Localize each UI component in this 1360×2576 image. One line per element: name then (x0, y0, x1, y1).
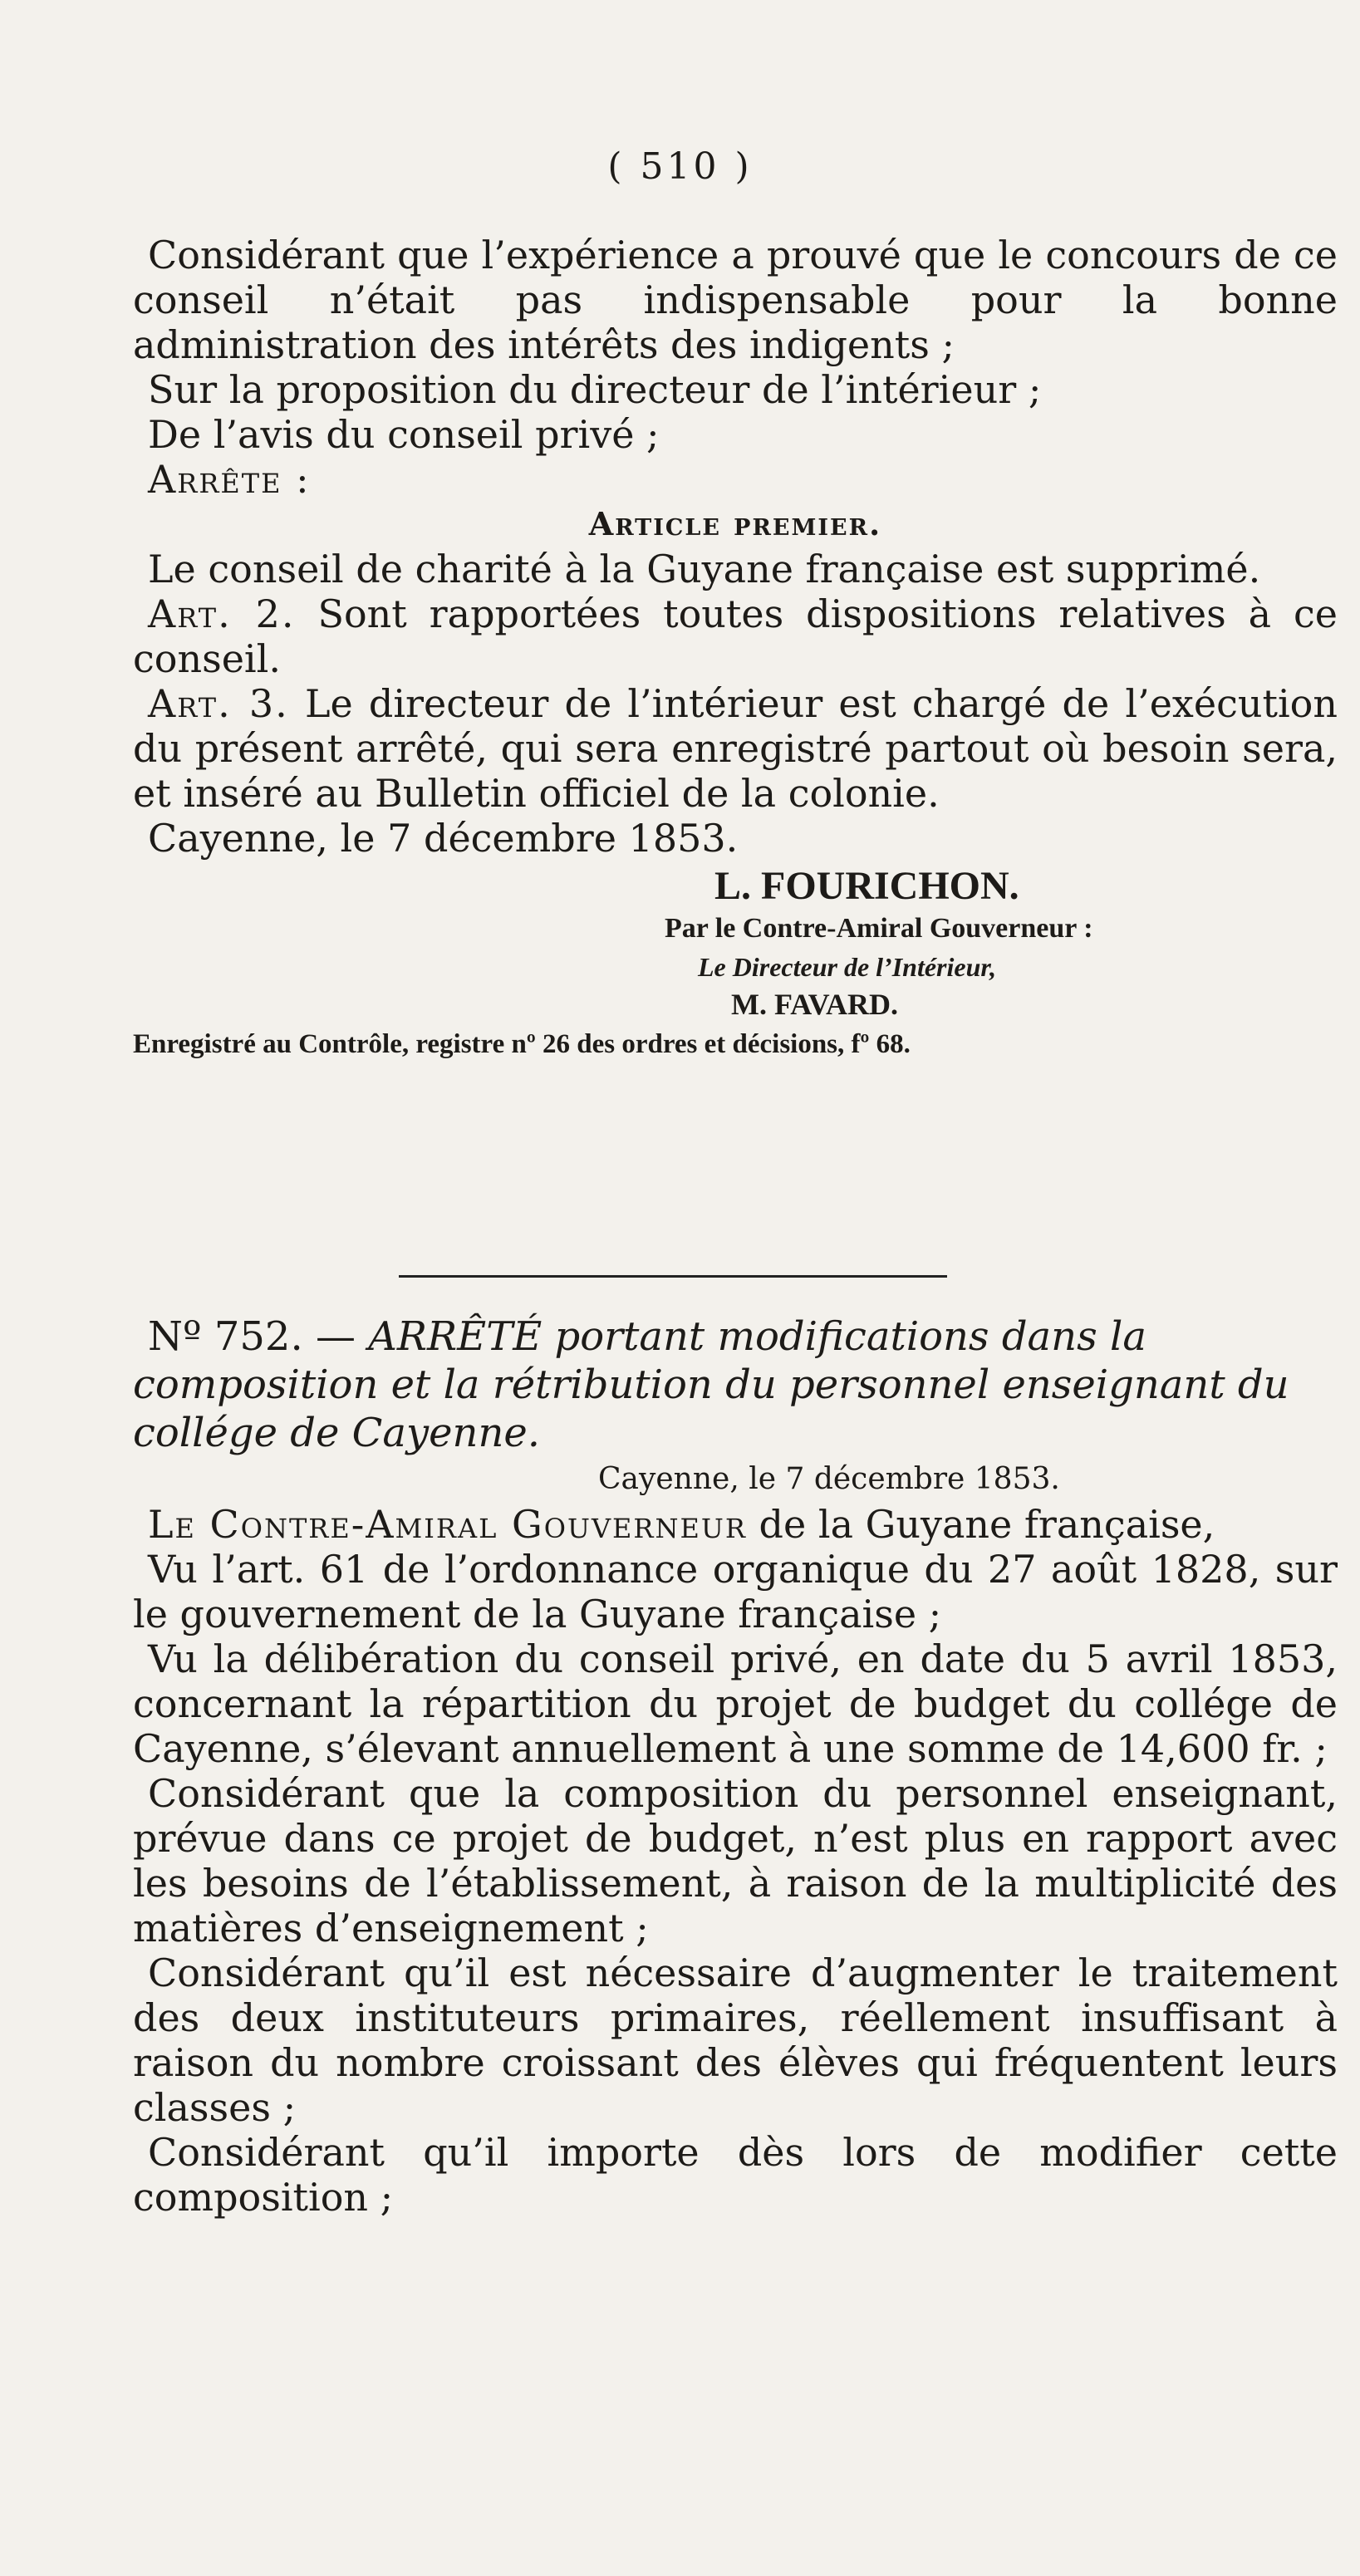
gouverneur-line (133, 1502, 1338, 1547)
section-1 (133, 233, 1338, 1065)
gouverneur-title: Le Contre-Amiral Gouverneur (148, 1502, 747, 1547)
art3-text: Le directeur de l’intérieur est chargé de l’exécution du présent arrêté, qui sera enregistré partout où besoin sera, et inséré au Bulletin officiel de la colonie. (133, 681, 1338, 816)
section-2 (133, 1313, 1338, 2220)
section-divider (399, 1275, 947, 1278)
article-premier-text: Le conseil de charité à la Guyane française est supprimé. (148, 547, 1261, 591)
arrete-number: Nº 752. — (148, 1313, 356, 1360)
arrete-heading: Arrête : (148, 457, 311, 502)
par-le-gouverneur: Par le Contre-Amiral Gouverneur : (665, 913, 1093, 944)
enregistre-line: Enregistré au Contrôle, registre nº 26 des ordres et décisions, fº 68. (133, 1029, 911, 1059)
gouverneur-rest: de la Guyane française, (746, 1502, 1215, 1547)
article-3 (133, 681, 1338, 816)
art2-label: Art. 2. (148, 591, 296, 636)
arrete-title-text: ARRÊTÉ portant modifications dans la composition et la rétribution du personnel enseignant du collége de Cayenne. (133, 1313, 1289, 1456)
considerant-paragraph: Considérant que l’expérience a prouvé que le concours de ce conseil n’était pas indispensable pour la bonne administration des intérêts des indigents ; (133, 233, 1338, 367)
avis-line: De l’avis du conseil privé ; (148, 412, 660, 457)
vu-article-paragraph: Vu l’art. 61 de l’ordonnance organique du 27 août 1828, sur le gouvernement de la Guyane française ; (133, 1547, 1338, 1636)
page-number: ( 510 ) (607, 145, 753, 188)
art3-label: Art. 3. (148, 681, 289, 726)
proposition-line: Sur la proposition du directeur de l’intérieur ; (148, 367, 1042, 412)
considerant-modifier-paragraph: Considérant qu’il importe dès lors de modifier cette composition ; (133, 2130, 1338, 2220)
considerant-composition-paragraph: Considérant que la composition du personnel enseignant, prévue dans ce projet de budget, n’est plus en rapport avec les besoins de l’établissement, à raison de la multiplicité des matières d’enseignement ; (133, 1771, 1338, 1950)
article-2 (133, 591, 1338, 681)
dateline: Cayenne, le 7 décembre 1853. (598, 1462, 1060, 1496)
vu-deliberation-paragraph: Vu la délibération du conseil privé, en date du 5 avril 1853, concernant la répartition du projet de budget du collége de Cayenne, s’élevant annuellement à une somme de 14,600 fr. ; (133, 1636, 1338, 1771)
arrete-title (133, 1313, 1338, 1457)
art2-text: Sont rapportées toutes dispositions relatives à ce conseil. (133, 591, 1338, 681)
considerant-traitement-paragraph: Considérant qu’il est nécessaire d’augmenter le traitement des deux instituteurs primaires, réellement insuffisant à raison du nombre croissant des élèves qui fréquentent leurs classes ; (133, 1950, 1338, 2130)
favard-signature: M. FAVARD. (731, 988, 899, 1021)
directeur-interieur: Le Directeur de l’Intérieur, (698, 952, 997, 982)
article-premier-heading: Article premier. (588, 505, 882, 542)
signature: L. FOURICHON. (714, 864, 1019, 908)
date-line: Cayenne, le 7 décembre 1853. (148, 816, 739, 861)
